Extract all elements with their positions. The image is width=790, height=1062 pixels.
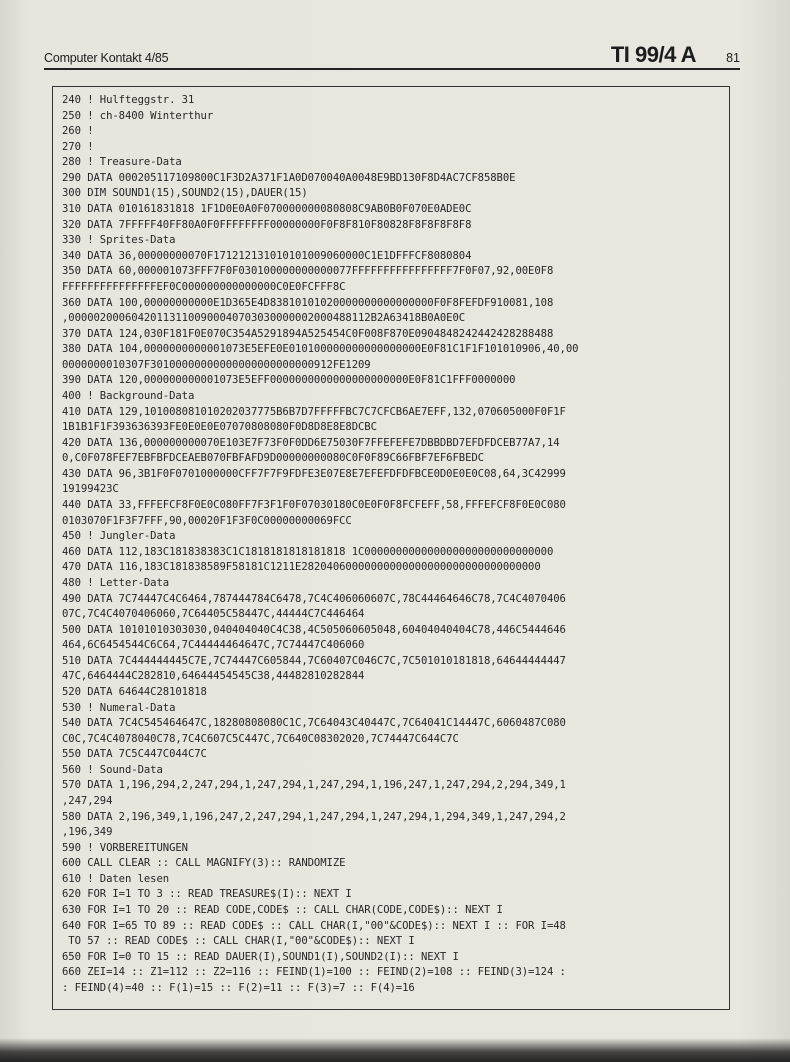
code-line: 1B1B1F1F393636393FE0E0E0E07070808080F0D8D8E8E8DCBC bbox=[62, 421, 377, 434]
code-line: C0C,7C4C4078040C78,7C4C607C5C447C,7C640C08302020,7C74447C644C7C bbox=[62, 732, 459, 745]
page-number: 81 bbox=[726, 51, 740, 65]
code-line: 410 DATA 129,101008081010202037775B6B7D7FFFFFBC7C7CFCB6AE7EFF,132,070605000F0F1F bbox=[62, 405, 566, 418]
program-listing bbox=[62, 93, 726, 997]
code-line: 520 DATA 64644C28101818 bbox=[62, 685, 207, 698]
code-line: 590 ! VORBEREITUNGEN bbox=[62, 841, 188, 854]
code-line: 19199423C bbox=[62, 483, 119, 496]
code-line: 440 DATA 33,FFFEFCF8F0E0C080FF7F3F1F0F07030180C0E0F0F8FCFEFF,58,FFFEFCF8F0E0C080 bbox=[62, 499, 566, 512]
code-line: 560 ! Sound-Data bbox=[62, 763, 163, 776]
code-line: 310 DATA 010161831818 1F1D0E0A0F070000000080808C9AB0B0F070E0ADE0C bbox=[62, 203, 472, 216]
code-line: 260 ! bbox=[62, 125, 94, 138]
code-line: 390 DATA 120,000000000001073E5EFF0000000000000000000000E0F81C1FFF0000000 bbox=[62, 374, 516, 387]
scan-edge-shadow bbox=[0, 1038, 790, 1062]
code-line: 530 ! Numeral-Data bbox=[62, 701, 176, 714]
code-line: 0000000010307F30100000000000000000000000912FE1209 bbox=[62, 358, 371, 371]
code-line: 660 ZEI=14 :: Z1=112 :: Z2=116 :: FEIND(1)=100 :: FEIND(2)=108 :: FEIND(3)=124 : bbox=[62, 966, 566, 979]
code-line: 07C,7C4C4070406060,7C64405C58447C,44444C7C446464 bbox=[62, 608, 365, 621]
code-line: TO 57 :: READ CODE$ :: CALL CHAR(I,"00"&CODE$):: NEXT I bbox=[62, 935, 415, 948]
code-line: 630 FOR I=1 TO 20 :: READ CODE,CODE$ :: CALL CHAR(CODE,CODE$):: NEXT I bbox=[62, 904, 503, 917]
code-line: 460 DATA 112,183C181838383C1C1818181818181818 1C000000000000000000000000000000 bbox=[62, 545, 554, 558]
code-line: 640 FOR I=65 TO 89 :: READ CODE$ :: CALL CHAR(I,"00"&CODE$):: NEXT I :: FOR I=48 bbox=[62, 919, 566, 932]
code-line: 320 DATA 7FFFFF40FF80A0F0FFFFFFFF00000000F0F8F810F80828F8F8F8F8F8 bbox=[62, 218, 472, 231]
magazine-issue: Computer Kontakt 4/85 bbox=[44, 51, 169, 65]
code-line: 650 FOR I=0 TO 15 :: READ DAUER(I),SOUND1(I),SOUND2(I):: NEXT I bbox=[62, 950, 459, 963]
code-line: 360 DATA 100,00000000000E1D365E4D83810101020000000000000000F0F8FEFDF910081,108 bbox=[62, 296, 554, 309]
code-line: 420 DATA 136,000000000070E103E7F73F0F0DD6E75030F7FFEFEFE7DBBDBD7EFDFDCEB77A7,14 bbox=[62, 436, 560, 449]
code-line: 330 ! Sprites-Data bbox=[62, 234, 176, 247]
code-line: 340 DATA 36,00000000070F171212131010101009060000C1E1DFFFCF8080804 bbox=[62, 249, 472, 262]
code-line: 300 DIM SOUND1(15),SOUND2(15),DAUER(15) bbox=[62, 187, 308, 200]
code-line: 0,C0F078FEF7EBFBFDCEAEB070FBFAFD9D00000000080C0F0F89C66FBF7EF6FBEDC bbox=[62, 452, 484, 465]
code-line: 0103070F1F3F7FFF,90,00020F1F3F0C00000000069FCC bbox=[62, 514, 352, 527]
code-line: : FEIND(4)=40 :: F(1)=15 :: F(2)=11 :: F(3)=7 :: F(4)=16 bbox=[62, 981, 415, 994]
code-line: 580 DATA 2,196,349,1,196,247,2,247,294,1,247,294,1,247,294,1,294,349,1,247,294,2 bbox=[62, 810, 566, 823]
code-line: 290 DATA 000205117109800C1F3D2A371F1A0D070040A0048E9BD130F8D4AC7CF858B0E bbox=[62, 171, 516, 184]
code-line: 600 CALL CLEAR :: CALL MAGNIFY(3):: RANDOMIZE bbox=[62, 857, 346, 870]
code-line: 240 ! Hulfteggstr. 31 bbox=[62, 94, 195, 106]
code-line: 620 FOR I=1 TO 3 :: READ TREASURE$(I):: NEXT I bbox=[62, 888, 352, 901]
code-line: 570 DATA 1,196,294,2,247,294,1,247,294,1,247,294,1,196,247,1,247,294,2,294,349,1 bbox=[62, 779, 566, 792]
code-line: 47C,6464444C282810,64644454545C38,44482810282844 bbox=[62, 670, 365, 683]
code-line: 400 ! Background-Data bbox=[62, 389, 195, 402]
code-line: ,247,294 bbox=[62, 795, 113, 808]
code-line: 500 DATA 10101010303030,040404040C4C38,4C505060605048,60404040404C78,446C5444646 bbox=[62, 623, 566, 636]
code-line: FFFFFFFFFFFFFFFEF0C000000000000000C0E0FCFFF8C bbox=[62, 280, 346, 293]
code-line: 350 DATA 60,000001073FFF7F0F030100000000000077FFFFFFFFFFFFFFFF7F0F07,92,00E0F8 bbox=[62, 265, 554, 278]
code-line: 540 DATA 7C4C545464647C,18280808080C1C,7C64043C40447C,7C64041C14447C,6060487C080 bbox=[62, 717, 566, 730]
code-line: 270 ! bbox=[62, 140, 94, 153]
code-line: ,000002000604201131100900040703030000002000488112B2A63418B0A0E0C bbox=[62, 312, 466, 325]
code-line: ,196,349 bbox=[62, 826, 113, 839]
code-line: 430 DATA 96,3B1F0F0701000000CFF7F7F9FDFE3E07E8E7EFEFDFDFBCE0D0E0E0C08,64,3C42999 bbox=[62, 467, 566, 480]
code-line: 550 DATA 7C5C447C044C7C bbox=[62, 748, 207, 761]
code-line: 470 DATA 116,183C181838589F58181C1211E28204060000000000000000000000000000000 bbox=[62, 561, 541, 574]
code-line: 450 ! Jungler-Data bbox=[62, 530, 176, 543]
code-line: 490 DATA 7C74447C4C6464,787444784C6478,7C4C406060607C,78C44464646C78,7C4C4070406 bbox=[62, 592, 566, 605]
code-line: 480 ! Letter-Data bbox=[62, 576, 170, 589]
code-line: 464,6C6454544C6C64,7C44444464647C,7C74447C406060 bbox=[62, 639, 365, 652]
code-line: 280 ! Treasure-Data bbox=[62, 156, 182, 169]
code-line: 370 DATA 124,030F181F0E070C354A5291894A525454C0F008F870E0904848242442428288488 bbox=[62, 327, 554, 340]
page-header bbox=[44, 40, 740, 70]
section-title: TI 99/4 A bbox=[610, 42, 696, 67]
code-line: 510 DATA 7C444444445C7E,7C74447C605844,7C60407C046C7C,7C501010181818,64644444447 bbox=[62, 654, 566, 667]
code-line: 380 DATA 104,0000000000001073E5EFE0E010100000000000000000E0F81C1F1F101010906,40,00 bbox=[62, 343, 579, 356]
code-line: 610 ! Daten lesen bbox=[62, 872, 170, 885]
code-line: 250 ! ch-8400 Winterthur bbox=[62, 109, 214, 122]
